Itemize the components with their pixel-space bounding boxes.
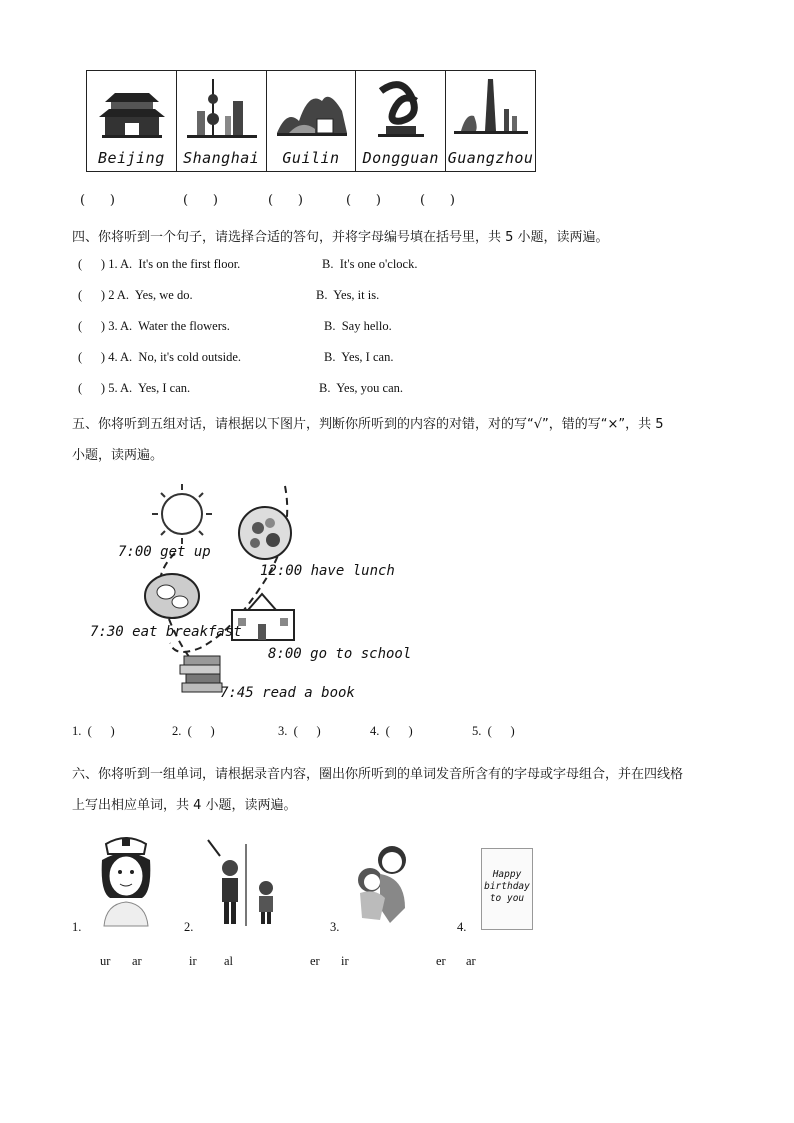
city-picture-strip: [86, 70, 536, 172]
question-1-option-b: B. It's one o'clock.: [322, 257, 418, 271]
city-guangzhou: [446, 71, 535, 171]
letter-option[interactable]: ir: [341, 954, 349, 968]
question-5-option-b: B. Yes, you can.: [319, 381, 404, 395]
hugging-people-picture: [350, 838, 420, 928]
guilin-mountain-icon: [267, 71, 356, 146]
breakfast-plate-icon: [145, 574, 199, 618]
tall-short-people-picture: [200, 838, 290, 928]
city-beijing: [87, 71, 177, 171]
label-go-to-school: 8:00 go to school: [268, 646, 412, 662]
section-4-title: 四、你将听到一个句子，请选择合适的答句，并将字母编号填在括号里，共 5 小题，读两遍。: [72, 230, 609, 245]
answer-bracket[interactable]: ( ): [80, 193, 115, 208]
daily-routine-illustration: [80, 478, 380, 708]
answer-bracket[interactable]: ( ): [268, 193, 303, 208]
card-text: to you: [489, 893, 525, 904]
answer-3[interactable]: 3. ( ): [278, 724, 321, 738]
answer-bracket[interactable]: ( ): [183, 193, 218, 208]
city-name: Guangzhou: [447, 149, 534, 167]
section-6-title-line2: 上写出相应单词，共 4 小题，读两遍。: [72, 798, 297, 813]
letter-option[interactable]: ar: [466, 954, 476, 968]
sun-icon: [152, 484, 212, 544]
card-text: birthday: [484, 881, 530, 892]
letter-option[interactable]: ir: [189, 954, 197, 968]
lunch-plate-icon: [239, 507, 291, 559]
letter-option[interactable]: al: [224, 954, 234, 968]
nurse-picture: [96, 832, 156, 927]
question-5: ( ) 5. A. Yes, I can.: [78, 381, 191, 395]
birthday-card-picture: [481, 848, 533, 930]
beijing-gate-icon: [87, 71, 176, 146]
question-3: ( ) 3. A. Water the flowers.: [78, 319, 230, 333]
city-shanghai: [177, 71, 267, 171]
shanghai-tower-icon: [177, 71, 266, 146]
city-dongguan: [356, 71, 446, 171]
dongguan-sculpture-icon: [356, 71, 445, 146]
city-guilin: [267, 71, 357, 171]
question-1: ( ) 1. A. It's on the first floor.: [78, 257, 241, 271]
section-5-title-line2: 小题，读两遍。: [72, 448, 164, 463]
question-2-option-b: B. Yes, it is.: [316, 288, 380, 302]
item-number-3: 3.: [330, 920, 340, 934]
answer-bracket[interactable]: ( ): [346, 193, 381, 208]
city-name: Dongguan: [362, 149, 439, 167]
city-name: Shanghai: [183, 149, 260, 167]
letter-option[interactable]: er: [436, 954, 446, 968]
city-name: Beijing: [98, 149, 165, 167]
item-number-4: 4.: [457, 920, 467, 934]
letter-option[interactable]: ar: [132, 954, 142, 968]
city-name: Guilin: [282, 149, 340, 167]
letter-option[interactable]: er: [310, 954, 320, 968]
letter-option[interactable]: ur: [100, 954, 111, 968]
question-3-option-b: B. Say hello.: [324, 319, 392, 333]
answer-4[interactable]: 4. ( ): [370, 724, 413, 738]
question-2: ( ) 2 A. Yes, we do.: [78, 288, 193, 302]
section-5-title-line1: 五、你将听到五组对话，请根据以下图片，判断你所听到的内容的对错，对的写“√”，错的写“×”，共 5: [72, 417, 664, 432]
label-have-lunch: 12:00 have lunch: [260, 563, 395, 579]
section-6-title-line1: 六、你将听到一组单词，请根据录音内容，圈出你所听到的单词发音所含有的字母或字母组合，并在四线格: [72, 767, 684, 782]
label-eat-breakfast: 7:30 eat breakfast: [90, 624, 242, 640]
books-stack-icon: [180, 656, 222, 692]
answer-bracket[interactable]: ( ): [420, 193, 455, 208]
label-read-a-book: 7:45 read a book: [220, 685, 355, 701]
answer-2[interactable]: 2. ( ): [172, 724, 215, 738]
item-number-1: 1.: [72, 920, 82, 934]
item-number-2: 2.: [184, 920, 194, 934]
label-get-up: 7:00 get up: [118, 544, 211, 560]
guangzhou-tower-icon: [446, 71, 535, 146]
answer-5[interactable]: 5. ( ): [472, 724, 515, 738]
answer-1[interactable]: 1. ( ): [72, 724, 115, 738]
question-4-option-b: B. Yes, I can.: [324, 350, 394, 364]
question-4: ( ) 4. A. No, it's cold outside.: [78, 350, 242, 364]
card-text: Happy: [492, 869, 522, 880]
